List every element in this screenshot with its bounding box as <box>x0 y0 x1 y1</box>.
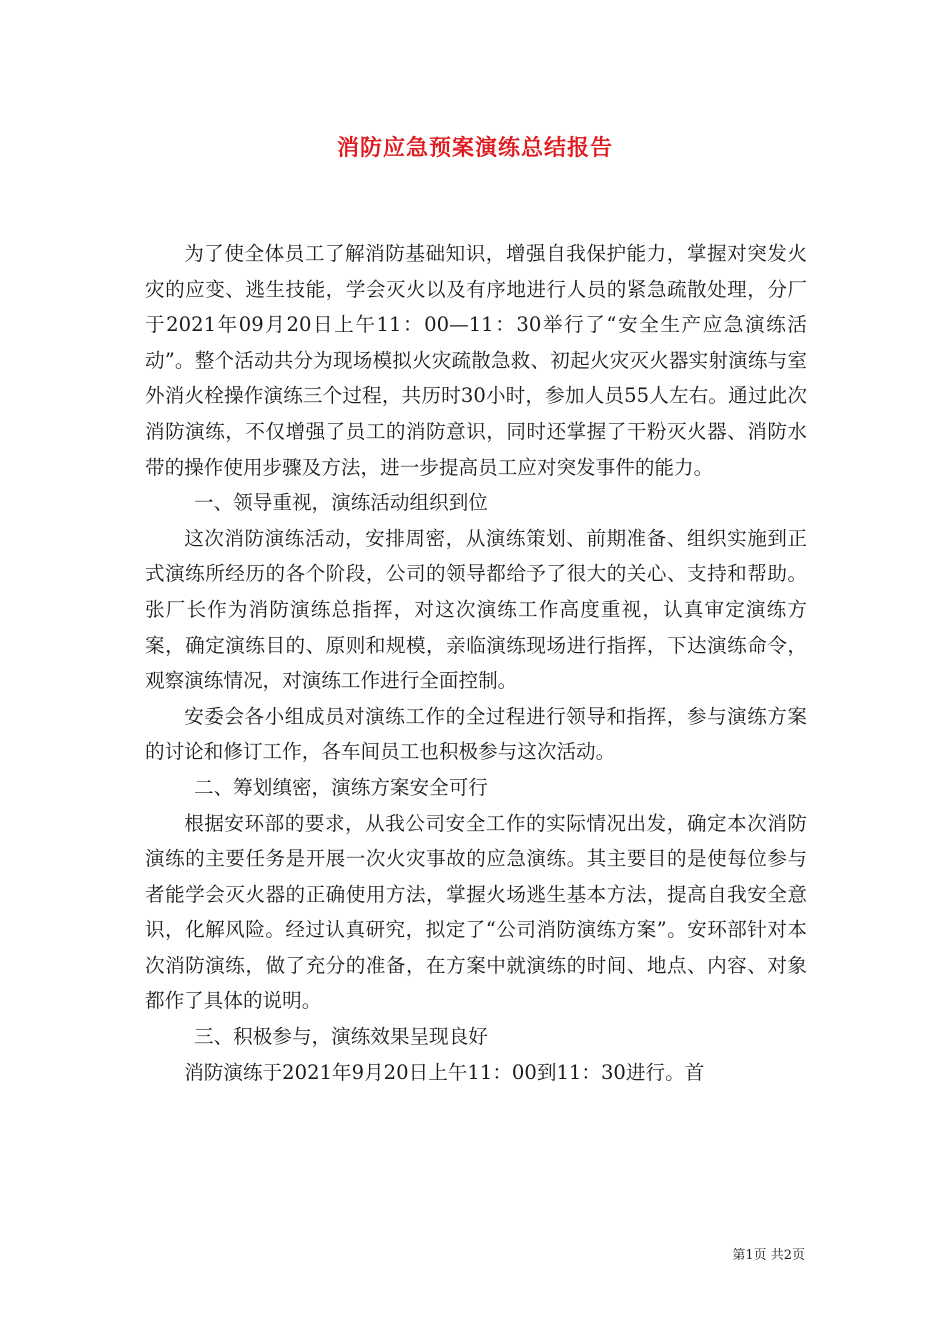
section-heading-2: 二、筹划缜密，演练方案安全可行 <box>194 775 488 799</box>
paragraph-section-1-b: 安委会各小组成员对演练工作的全过程进行领导和指挥，参与演练方案的讨论和修订工作，各车间员工也积极参与这次活动。 <box>145 704 807 764</box>
document-title: 消防应急预案演练总结报告 <box>336 135 613 161</box>
section-heading-1: 一、领导重视，演练活动组织到位 <box>194 491 488 515</box>
page-number: 第1页 共2页 <box>732 1248 805 1263</box>
paragraph-section-2: 根据安环部的要求，从我公司安全工作的实际情况出发，确定本次消防演练的主要任务是开展一次火灾事故的应急演练。其主要目的是使每位参与者能学会灭火器的正确使用方法，掌握火场逃生基本方法，提高自我安全意识，化解风险。经过认真研究，拟定了“公司消防演练方案”。安环部针对本次消防演练，做了充分的准备，在方案中就演练的时间、地点、内容、对象都作了具体的说明。 <box>145 811 807 1013</box>
document-body <box>145 236 807 1090</box>
paragraph-section-3: 消防演练于2021年9月20日上午11：00到11：30进行。首 <box>184 1060 705 1084</box>
paragraph-section-1-a: 这次消防演练活动，安排周密，从演练策划、前期准备、组织实施到正式演练所经历的各个阶段，公司的领导都给予了很大的关心、支持和帮助。张厂长作为消防演练总指挥，对这次演练工作高度重视，认真审定演练方案，确定演练目的、原则和规模，亲临演练现场进行指挥，下达演练命令，观察演练情况，对演练工作进行全面控制。 <box>145 526 807 693</box>
paragraph-intro: 为了使全体员工了解消防基础知识，增强自我保护能力，掌握对突发火灾的应变、逃生技能，学会灭火以及有序地进行人员的紧急疏散处理，分厂于2021年09月20日上午11：00—11：30举行了“安全生产应急演练活动”。整个活动共分为现场模拟火灾疏散急救、初起火灾灭火器实射演练与室外消火栓操作演练三个过程，共历时30小时，参加人员55人左右。通过此次消防演练，不仅增强了员工的消防意识，同时还掌握了干粉灭火器、消防水带的操作使用步骤及方法，进一步提高员工应对突发事件的能力。 <box>145 242 807 479</box>
section-heading-3: 三、积极参与，演练效果呈现良好 <box>194 1025 488 1049</box>
